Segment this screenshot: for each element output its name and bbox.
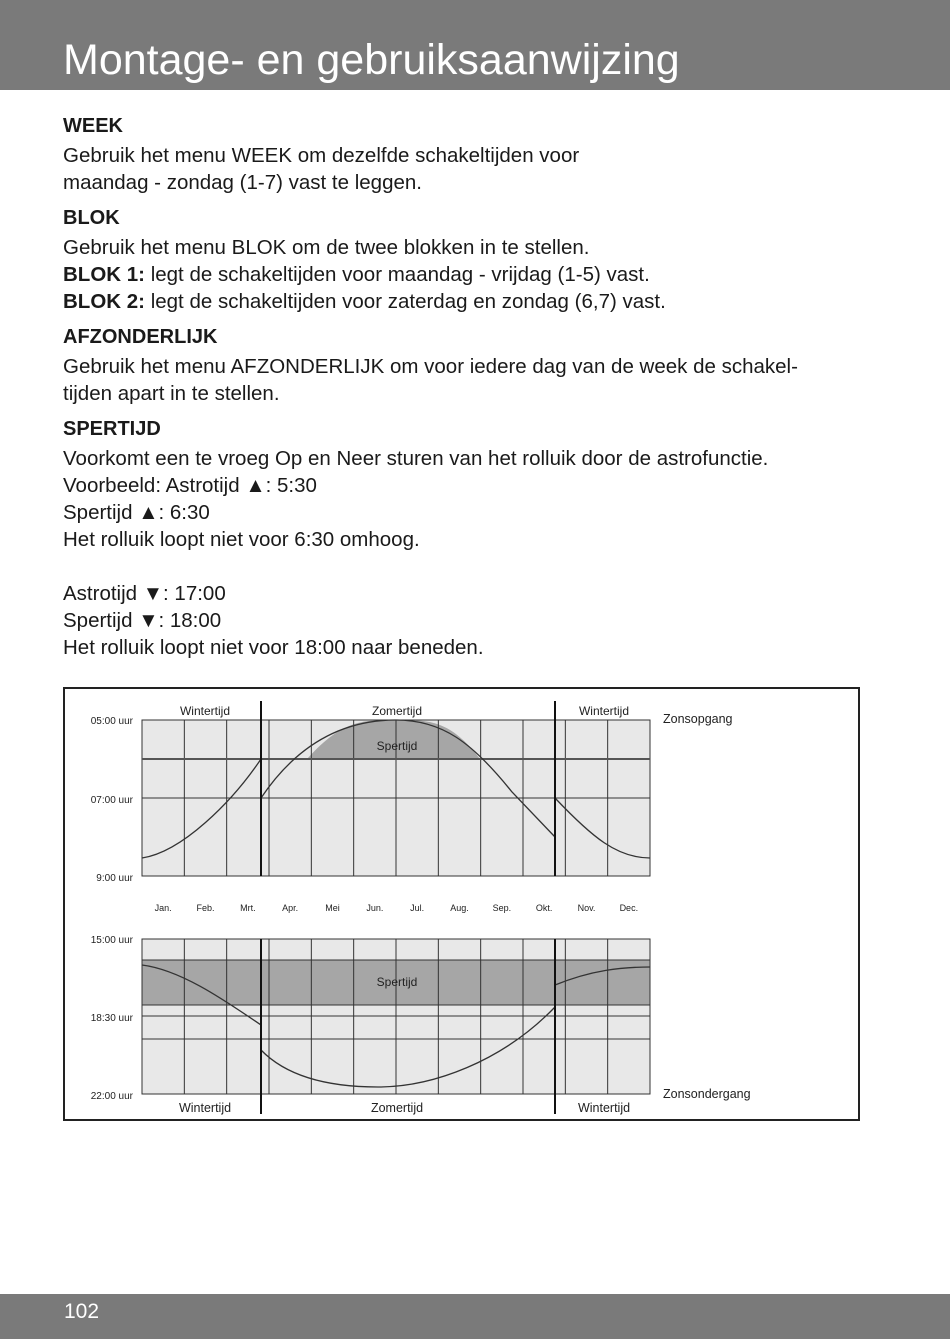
month-label: Jul.: [410, 903, 425, 913]
line: legt de schakeltijden voor zaterdag en zondag (6,7) vast.: [145, 290, 666, 313]
heading: BLOK: [63, 207, 120, 229]
line: Voorkomt een te vroeg Op en Neer sturen van het rolluik door de astrofunctie.: [63, 447, 769, 470]
season-label: Zomertijd: [371, 704, 423, 718]
page-title: Montage- en gebruiksaanwijzing: [63, 36, 680, 84]
zonsopgang-label: Zonsopgang: [663, 712, 733, 726]
line: Het rolluik loopt niet voor 6:30 omhoog.: [63, 528, 420, 551]
y-tick-label: 9:00 uur: [96, 873, 133, 884]
month-label: Sep.: [492, 903, 512, 913]
paragraph: [63, 142, 883, 196]
section-blok: [63, 204, 883, 315]
month-label: Jun.: [366, 903, 384, 913]
month-label: Nov.: [577, 903, 596, 913]
label: BLOK 1:: [63, 263, 145, 286]
section-spertijd: [63, 415, 883, 661]
line: Het rolluik loopt niet voor 18:00 naar beneden.: [63, 636, 484, 659]
season-label: Wintertijd: [179, 704, 231, 718]
line: Spertijd ▲: 6:30: [63, 501, 210, 524]
month-label: Feb.: [196, 903, 215, 913]
season-label: Wintertijd: [178, 1101, 232, 1115]
y-tick-label: 07:00 uur: [90, 795, 133, 806]
month-label: Mei: [325, 903, 340, 913]
y-tick-label: 22:00 uur: [90, 1091, 133, 1102]
y-tick-label: 05:00 uur: [90, 716, 133, 727]
line: Voorbeeld: Astrotijd ▲: 5:30: [63, 474, 317, 497]
diagram-svg: [65, 689, 862, 1123]
section-week: [63, 112, 883, 196]
section-afzonderlijk: [63, 323, 883, 407]
season-label: Zomertijd: [370, 1101, 424, 1115]
month-label: Aug.: [450, 903, 469, 913]
line: Spertijd ▼: 18:00: [63, 609, 222, 632]
y-tick-label: 15:00 uur: [90, 935, 133, 946]
y-tick-label: 18:30 uur: [90, 1013, 133, 1024]
paragraph: [63, 445, 883, 661]
heading: AFZONDERLIJK: [63, 326, 218, 348]
page-header: [0, 0, 950, 90]
spertijd-diagram: [63, 687, 860, 1121]
season-label: Wintertijd: [578, 704, 630, 718]
line: Gebruik het menu WEEK om dezelfde schakeltijden voor: [63, 144, 580, 167]
line: Gebruik het menu BLOK om de twee blokken in te stellen.: [63, 236, 590, 259]
zonsondergang-label: Zonsondergang: [663, 1087, 751, 1101]
line: maandag - zondag (1-7) vast te leggen.: [63, 171, 422, 194]
line: Astrotijd ▼: 17:00: [63, 582, 226, 605]
paragraph: [63, 353, 883, 407]
label: BLOK 2:: [63, 290, 145, 313]
season-label: Wintertijd: [577, 1101, 631, 1115]
line: Gebruik het menu AFZONDERLIJK om voor iedere dag van de week de schakel-: [63, 355, 798, 378]
page-footer: [0, 1294, 950, 1339]
month-label: Dec.: [619, 903, 639, 913]
spertijd-label: Spertijd: [376, 975, 418, 989]
month-label: Jan.: [154, 903, 172, 913]
page-number: 102: [64, 1300, 100, 1323]
month-label: Apr.: [282, 903, 299, 913]
line: legt de schakeltijden voor maandag - vrijdag (1-5) vast.: [145, 263, 650, 286]
line: tijden apart in te stellen.: [63, 382, 280, 405]
heading: WEEK: [63, 115, 123, 137]
paragraph: [63, 234, 883, 315]
month-label: Okt.: [535, 903, 553, 913]
content: [63, 112, 883, 669]
month-label: Mrt.: [240, 903, 256, 913]
spertijd-label: Spertijd: [376, 739, 418, 753]
heading: SPERTIJD: [63, 418, 161, 440]
